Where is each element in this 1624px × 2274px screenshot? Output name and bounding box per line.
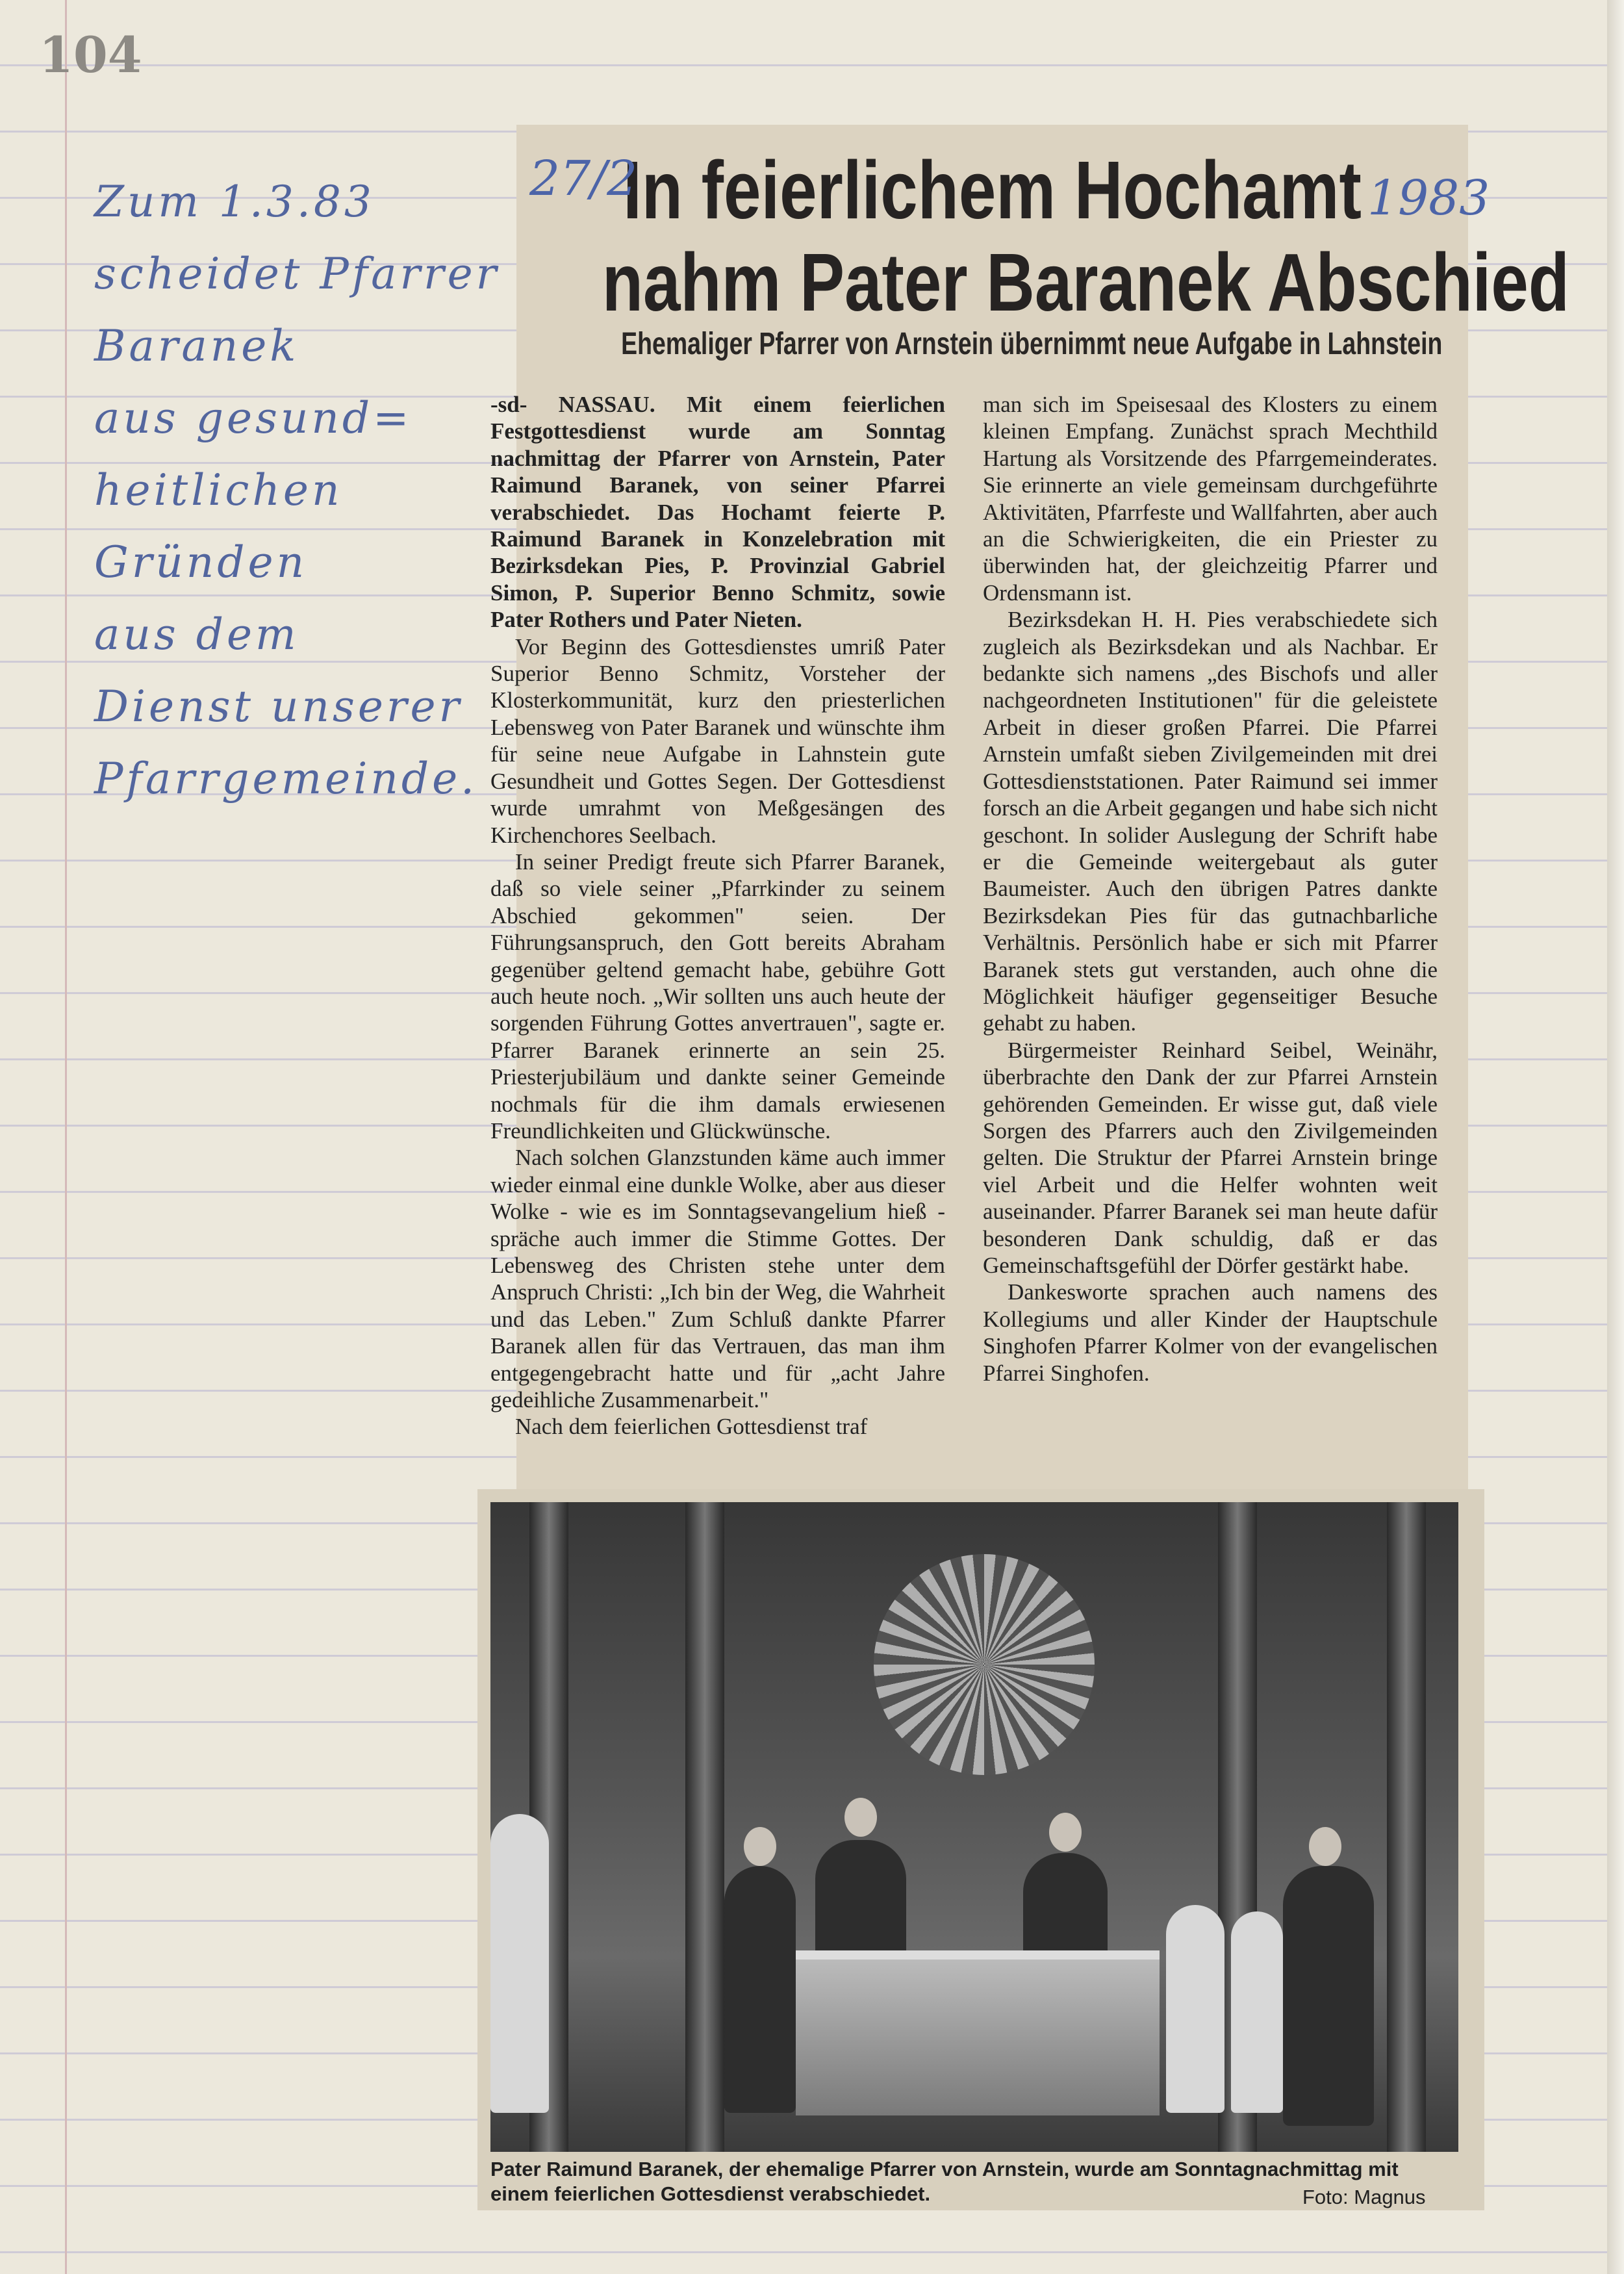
photo-credit: Foto: Magnus [1302, 2186, 1426, 2208]
photo-altar-server [1166, 1905, 1224, 2113]
article-column-right [983, 391, 1438, 1386]
headline-line-1: In feierlichem Hochamt [623, 144, 1362, 236]
photo-altar-server [1231, 1911, 1283, 2113]
handwritten-year: 1983 [1367, 170, 1490, 226]
article-paragraph: Bezirksdekan H. H. Pies verabschiedete sich zugleich als Bezirksdekan und als Nachbar. Er bedankte sich namens „des Bischofs und aller nachgeordneten Institutionen" für die geleistete Arbeit in dieser großen Pfarrei. Die Pfarrei Arnstein umfaßt sieben Zivilgemeinden mit drei Gottesdienststationen. Pater Raimund sei immer forsch an die Arbeit gegangen und habe sich nicht geschont. In solider Auslegung der Schrift habe er die Gemeinde weitergebaut als guter Baumeister. Auch den übrigen Patres dankte Bezirksdekan Pies für das gutnachbarliche Verhältnis. Persönlich habe er sich mit Pfarrer Baranek stets gut verstanden, auch ohne die Möglichkeit häufiger gegenseitiger Besuche gehabt zu haben. [983, 607, 1438, 1036]
article-paragraph: Nach dem feierlichen Gottesdienst traf [515, 1414, 868, 1440]
handwritten-date: 27/2 [529, 151, 638, 207]
photo-head [744, 1827, 776, 1866]
photo-head [844, 1798, 877, 1837]
article-paragraph: Vor Beginn des Gottesdienstes umriß Pater Superior Benno Schmitz, Vorsteher der Klosterkommunität, kurz den priesterlichen Lebensweg von Pater Baranek und wünschte ihm für seine neue Aufgabe in Lahnstein gute Gesundheit und Gottes Segen. Der Gottesdienst wurde umrahmt von Meßgesängen des Kirchenchores Seelbach. [490, 633, 945, 848]
article-paragraph: Dankesworte sprachen auch namens des Kollegiums und aller Kinder der Hauptschule Singhofen Pfarrer Kolmer von der evangelischen Pfarrei Singhofen. [983, 1279, 1438, 1386]
handwritten-line: Dienst unserer [94, 682, 463, 732]
article-column-left [490, 391, 945, 1440]
handwritten-line: Pfarrgemeinde. [94, 754, 478, 804]
handwritten-line: scheidet Pfarrer [94, 249, 500, 299]
handwritten-note [94, 166, 500, 815]
handwritten-line: Baranek [94, 321, 299, 371]
photo-caption: Pater Raimund Baranek, der ehemalige Pfarrer von Arnstein, wurde am Sonntagnachmittag mit einem feierlichen Gottesdienst verabschiedet. [490, 2158, 1399, 2205]
newspaper-clipping [477, 125, 1569, 2209]
photo-priest-figure [1283, 1866, 1374, 2126]
photo-pillar [1387, 1502, 1426, 2152]
article-paragraph: Nach solchen Glanzstunden käme auch immer wieder einmal eine dunkle Wolke, aber aus dieser Wolke - wie es im Sonntagsevangelium hieß - spräche auch immer die Stimme Gottes. Der Lebensweg des Christen stehe unter dem Anspruch Christi: „Ich bin der Weg, die Wahrheit und das Leben." Zum Schluß dankte Pfarrer Baranek allen für das Vertrauen, das man ihm entgegengebracht hatte und für „acht Jahre gedeihliche Zusammenarbeit." [490, 1145, 945, 1413]
subheadline: Ehemaliger Pfarrer von Arnstein übernimmt neue Aufgabe in Lahnstein [621, 327, 1443, 361]
article-lead: -sd- NASSAU. Mit einem feierlichen Festgottesdienst wurde am Sonntag nachmittag der Pfarrer von Arnstein, Pater Raimund Baranek, von seiner Pfarrei verabschiedet. Das Hochamt feierte P. Raimund Baranek in Konzelebration mit Bezirksdekan Pies, P. Provinzial Gabriel Simon, P. Superior Benno Schmitz, sowie Pater Rothers und Pater Nieten. [490, 392, 945, 633]
page-edge [1607, 0, 1624, 2274]
handwritten-line: Zum 1.3.83 [94, 177, 375, 227]
handwritten-line: aus gesund= [94, 393, 412, 443]
article-paragraph: man sich im Speisesaal des Klosters zu einem kleinen Empfang. Zunächst sprach Mechthild Hartung als Vorsitzende des Pfarrgemeinderates. Sie erinnerte an viele gemeinsam durchgeführte Aktivitäten, Pfarrfeste und Wallfahrten, aber auch an die Schwierigkeiten, die ein Priester zu überwinden hat, der gleichzeitig Pfarrer und Ordensmann ist. [983, 392, 1438, 606]
photo-priest-figure [724, 1866, 796, 2113]
photo-pillar [685, 1502, 724, 2152]
headline-line-2: nahm Pater Baranek Abschied [602, 236, 1569, 328]
article-paragraph: In seiner Predigt freute sich Pfarrer Baranek, daß so viele seiner „Pfarrkinder zu seinem Abschied gekommen" seien. Der Führungsanspruch, den Gott bereits Abraham gegenüber geltend gemacht habe, gebühre Gott auch heute noch. „Wir sollten uns auch heute der sorgenden Führung Gottes anvertrauen", sagte er. Pfarrer Baranek erinnerte an sein 25. Priesterjubiläum und dankte seiner Gemeinde nochmals für die ihm damals erwiesenen Freundlichkeiten und Glückwünsche. [490, 849, 945, 1143]
article-paragraph: Bürgermeister Reinhard Seibel, Weinähr, überbrachte den Dank der zur Pfarrei Arnstein gehörenden Gemeinden. Er wisse gut, daß viele Sorgen des Pfarrers auch den Zivilgemeinden gelten. Die Struktur der Pfarrei Arnstein bringe viel Arbeit und die Helfer wohnten weit auseinander. Pfarrer Baranek sei man heute dafür besonderen Dank schuldig, daß er das Gemeinschaftsgefühl der Dörfer gestärkt habe. [983, 1037, 1438, 1278]
church-photo [490, 1502, 1458, 2152]
photo-head [1049, 1813, 1082, 1852]
margin-line [65, 0, 67, 2274]
photo-altar [796, 1950, 1160, 2115]
handwritten-line: Gründen [94, 537, 308, 587]
photo-head [1309, 1827, 1341, 1866]
handwritten-line: heitlichen [94, 465, 343, 515]
handwritten-line: aus dem [94, 609, 299, 659]
photo-altar-sunburst [874, 1554, 1095, 1775]
page-number: 104 [39, 26, 142, 84]
photo-choir-figure [490, 1814, 549, 2113]
